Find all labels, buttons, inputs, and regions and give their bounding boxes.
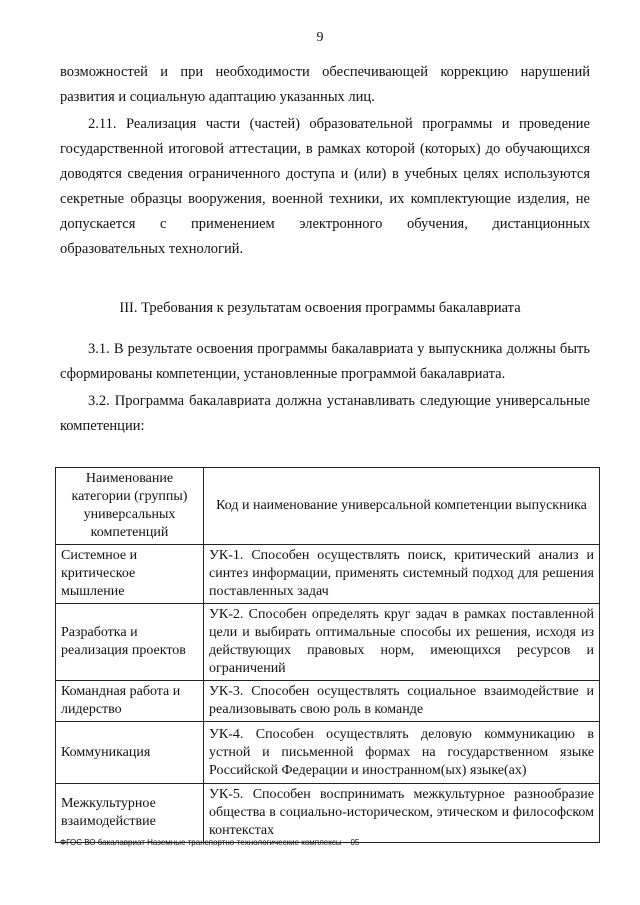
table-row [56,545,600,604]
section-text [60,337,590,439]
paragraph-2-11: 2.11. Реализация части (частей) образовательной программы и проведение государственной итоговой аттестации, в рамках которой (которых) до обучающихся доводятся сведения ограниченного доступа и (или) в учебных целях используются секретные образцы вооружения, военной техники, их комплектующие изделия, не допускается с применением электронного обучения, дистанционных образовательных технологий. [60,116,590,257]
table-row [56,604,600,681]
table-row [56,681,600,722]
competence-cell: УК-5. Способен воспринимать межкультурное разнообразие общества в социально-историческом, этическом и философском контекстах [204,784,600,843]
paragraph-continuation: возможностей и при необходимости обеспечивающей коррекцию нарушений развития и социальную адаптацию указанных лиц. [60,64,590,105]
page-number: 9 [316,30,324,45]
category-cell: Межкультурное взаимодействие [56,784,204,843]
paragraph-3-2: 3.2. Программа бакалавриата должна устанавливать следующие универсальные компетенции: [60,393,590,434]
header-competence: Код и наименование универсальной компетенции выпускника [204,468,600,545]
table-row [56,784,600,843]
competence-cell: УК-2. Способен определять круг задач в рамках поставленной цели и выбирать оптимальные способы их решения, исходя из действующих правовых норм, имеющихся ресурсов и ограничений [204,604,600,681]
header-category: Наименование категории (группы) универсальных компетенций [56,468,204,545]
section-heading: III. Требования к результатам освоения программы бакалавриата [119,300,521,316]
category-cell: Командная работа и лидерство [56,681,204,722]
category-cell: Разработка и реализация проектов [56,604,204,681]
competence-cell: УК-4. Способен осуществлять деловую коммуникацию в устной и письменной формах на государственном языке Российской Федерации и иностранном(ых) языке(ах) [204,722,600,784]
competence-cell: УК-1. Способен осуществлять поиск, критический анализ и синтез информации, применять системный подход для решения поставленных задач [204,545,600,604]
intro-text [60,60,590,262]
competence-cell: УК-3. Способен осуществлять социальное взаимодействие и реализовывать свою роль в команде [204,681,600,722]
competencies-table [55,467,600,843]
page-footer: ФГОС ВО бакалавриат Наземные транспортно-технологические комплексы – 05 [60,838,360,847]
paragraph-3-1: 3.1. В результате освоения программы бакалавриата у выпускника должны быть сформированы компетенции, установленные программой бакалавриата. [60,341,590,382]
table-row [56,722,600,784]
category-cell: Системное и критическое мышление [56,545,204,604]
table-header-row [56,468,600,545]
category-cell: Коммуникация [56,722,204,784]
